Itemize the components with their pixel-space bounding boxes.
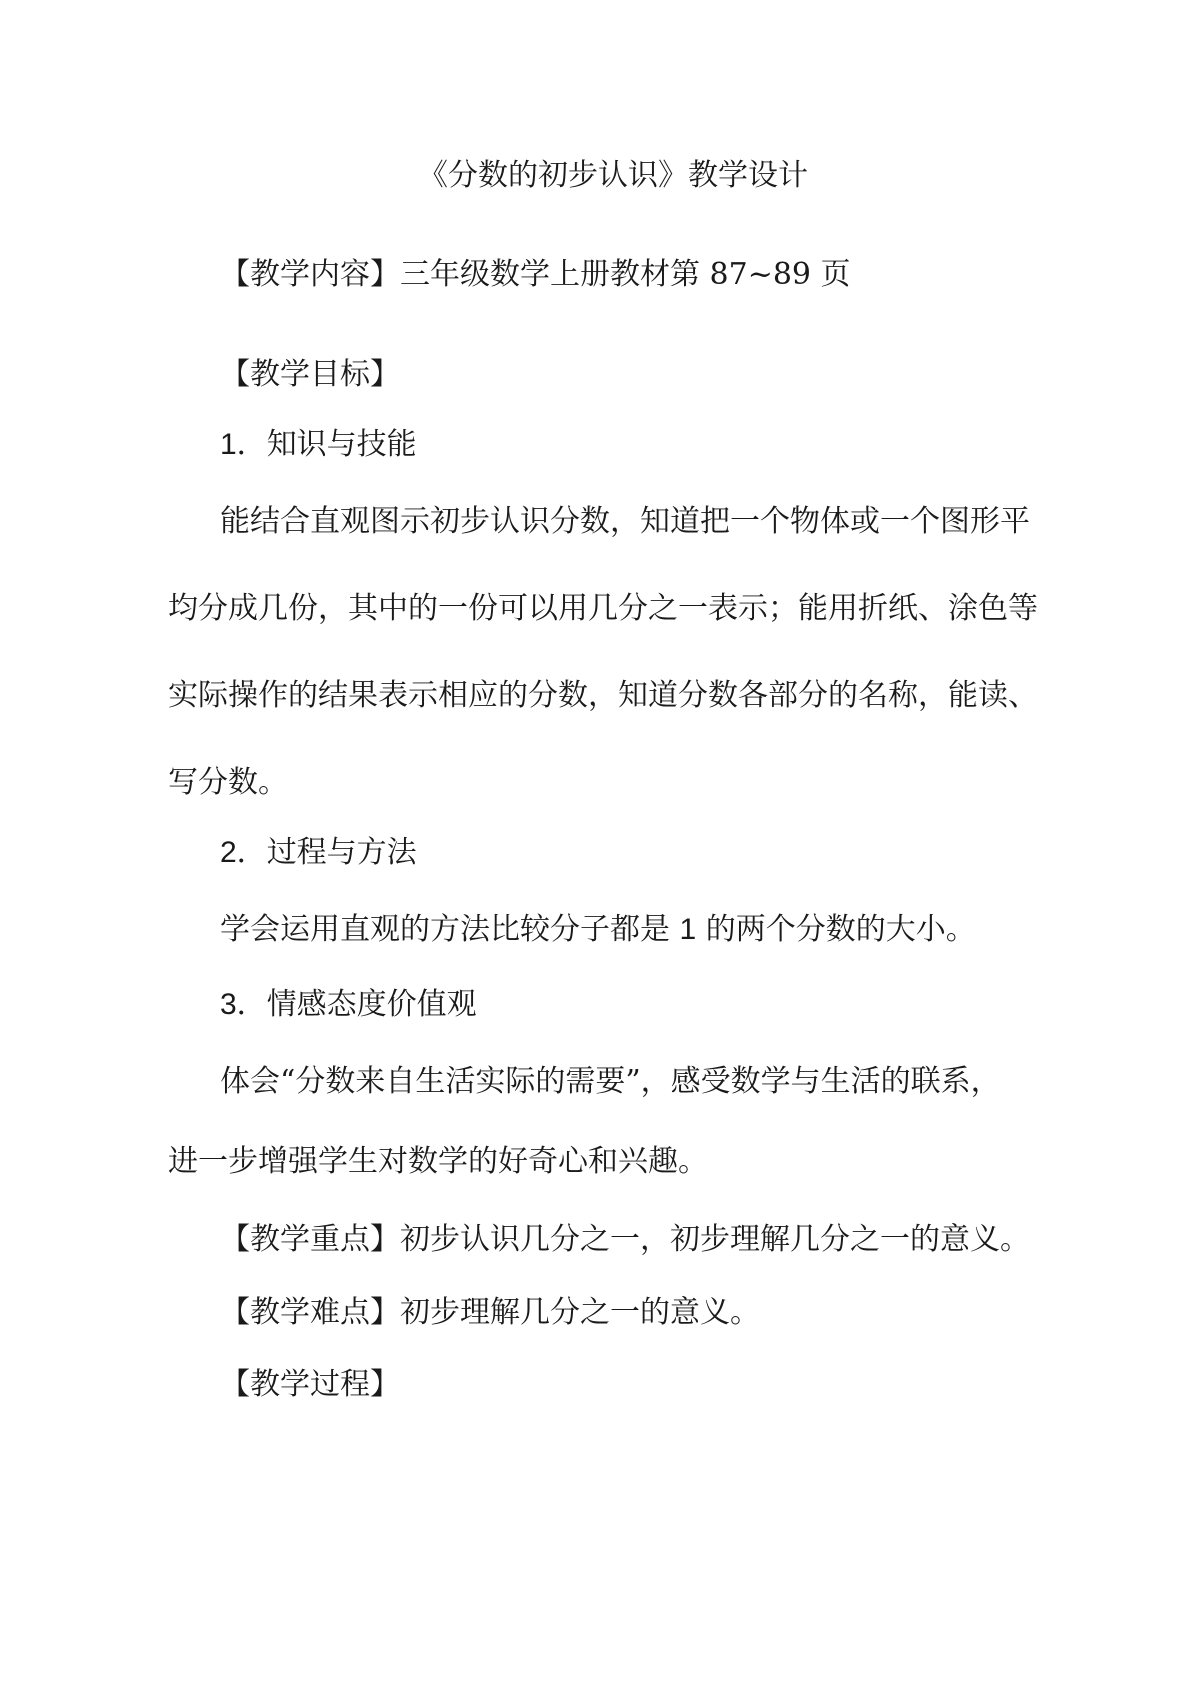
paragraph-text: 的两个分数的大小。 (705, 912, 976, 947)
heading-text: 过程与方法 (266, 835, 417, 870)
heading-text: 情感态度价值观 (266, 987, 477, 1022)
key-point: 【教学重点】初步认识几分之一，初步理解几分之一的意义。 (220, 1222, 1030, 1257)
knowledge-paragraph-line-2: 均分成几份，其中的一份可以用几分之一表示；能用折纸、涂色等 (168, 591, 1038, 626)
knowledge-paragraph-line-1: 能结合直观图示初步认识分数，知道把一个物体或一个图形平 (220, 504, 1030, 539)
attitude-paragraph-line-1: 体会“分数来自生活实际的需要”，感受数学与生活的联系， (220, 1064, 1001, 1099)
attitude-paragraph-line-2: 进一步增强学生对数学的好奇心和兴趣。 (168, 1144, 708, 1179)
knowledge-paragraph-line-4: 写分数。 (168, 765, 288, 800)
teaching-objectives-heading: 【教学目标】 (220, 357, 400, 392)
teaching-process-heading: 【教学过程】 (220, 1367, 400, 1402)
paragraph-text: 学会运用直观的方法比较分子都是 (220, 912, 670, 947)
heading-number: 2． (220, 836, 267, 869)
knowledge-paragraph-line-3: 实际操作的结果表示相应的分数，知道分数各部分的名称，能读、 (168, 678, 1038, 713)
heading-number: 1． (220, 428, 267, 461)
difficult-point: 【教学难点】初步理解几分之一的意义。 (220, 1295, 760, 1330)
knowledge-skills-heading (220, 425, 417, 465)
document-title: 《分数的初步认识》教学设计 (418, 158, 808, 193)
process-method-paragraph (220, 910, 976, 950)
teaching-content: 【教学内容】三年级数学上册教材第 87~89 页 (220, 257, 851, 292)
heading-text: 知识与技能 (266, 427, 417, 462)
process-method-heading (220, 833, 417, 873)
attitude-heading (220, 985, 477, 1025)
paragraph-number: 1 (679, 913, 697, 946)
heading-number: 3． (220, 988, 267, 1021)
